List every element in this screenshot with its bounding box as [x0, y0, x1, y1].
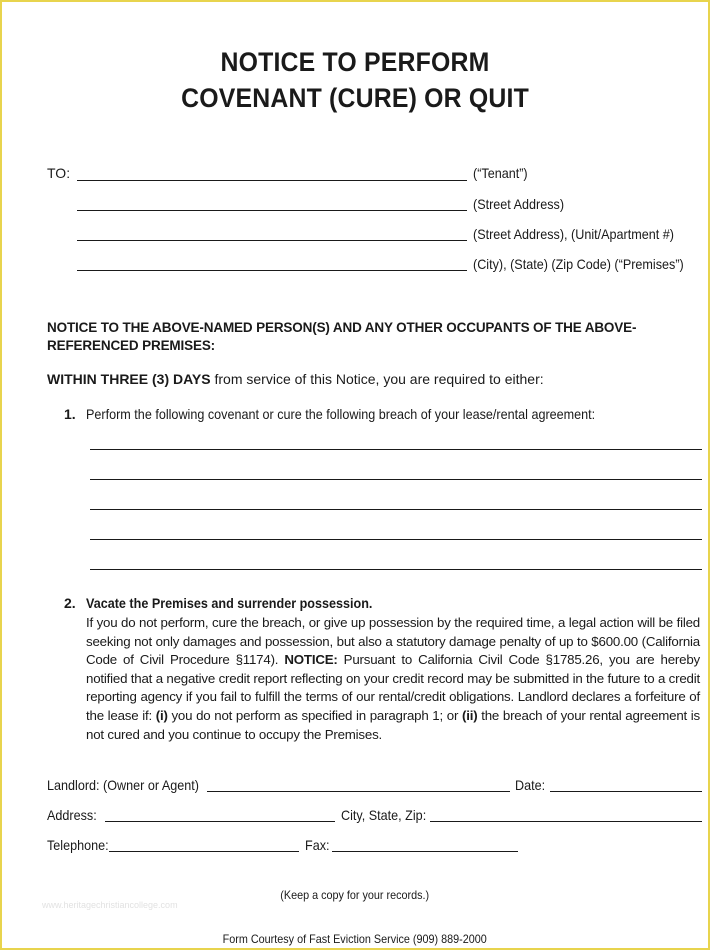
breach-line-5[interactable] [90, 569, 702, 570]
unit-address-line[interactable] [77, 240, 467, 241]
watermark: www.heritagechristiancollege.com [42, 900, 178, 910]
telephone-label: Telephone: [47, 837, 109, 853]
form-title [2, 44, 708, 116]
landlord-label: Landlord: (Owner or Agent) [47, 777, 199, 793]
within-three-days-line [47, 371, 544, 387]
tenant-name-line[interactable] [77, 180, 467, 181]
breach-line-1[interactable] [90, 449, 702, 450]
city-state-zip-field-line[interactable] [430, 821, 702, 822]
tenant-suffix: (“Tenant”) [473, 165, 528, 181]
telephone-line[interactable] [109, 851, 299, 852]
street-suffix: (Street Address) [473, 196, 565, 212]
within-rest: from service of this Notice, you are required to either: [210, 371, 544, 387]
breach-line-2[interactable] [90, 479, 702, 480]
item2-heading: Vacate the Premises and surrender possession. [86, 595, 373, 611]
fax-line[interactable] [332, 851, 518, 852]
item2-number: 2. [64, 595, 76, 611]
keep-copy-note: (Keep a copy for your records.) [280, 888, 430, 902]
title-line-1: NOTICE TO PERFORM [220, 47, 490, 77]
city-suffix: (City), (State) (Zip Code) (“Premises”) [473, 256, 684, 272]
date-line[interactable] [550, 791, 702, 792]
landlord-line[interactable] [207, 791, 510, 792]
date-label: Date: [515, 777, 546, 793]
item1-number: 1. [64, 406, 76, 422]
address-line[interactable] [105, 821, 335, 822]
city-state-zip-label: City, State, Zip: [341, 807, 427, 823]
unit-suffix: (Street Address), (Unit/Apartment #) [473, 226, 674, 242]
item1-text: Perform the following covenant or cure the following breach of your lease/rental agreement: [86, 406, 596, 422]
breach-line-4[interactable] [90, 539, 702, 540]
notice-heading: NOTICE TO THE ABOVE-NAMED PERSON(S) AND ANY OTHER OCCUPANTS OF THE ABOVE-REFERENCED PREMISES: [47, 320, 637, 353]
courtesy-footer: Form Courtesy of Fast Eviction Service (909) 889-2000 [222, 932, 488, 946]
title-line-2: COVENANT (CURE) OR QUIT [181, 83, 529, 113]
breach-line-3[interactable] [90, 509, 702, 510]
city-state-zip-line[interactable] [77, 270, 467, 271]
within-bold: WITHIN THREE (3) DAYS [47, 371, 211, 387]
item2-paragraph: If you do not perform, cure the breach, or give up possession by the required time, a legal action will be filed seeking not only damages and possession, but also a statutory damage penalty of up to $600.00 (California Code of Civil Procedure §1174). NOTICE: Pursuant to California Civil Code §1785.26, you are hereby notified that a negative credit report reflecting on your credit record may be submitted in the future to a credit reporting agency if you fail to fulfill the terms of our rental/credit obligations. Landlord declares a forfeiture of the lease if: (i) you do not perform as specified in paragraph 1; or (ii) the breach of your rental agreement is not cured and you continue to occupy the Premises. [86, 615, 701, 742]
fax-label: Fax: [305, 837, 330, 853]
to-label: TO: [47, 165, 71, 181]
street-address-line[interactable] [77, 210, 467, 211]
address-label: Address: [47, 807, 97, 823]
